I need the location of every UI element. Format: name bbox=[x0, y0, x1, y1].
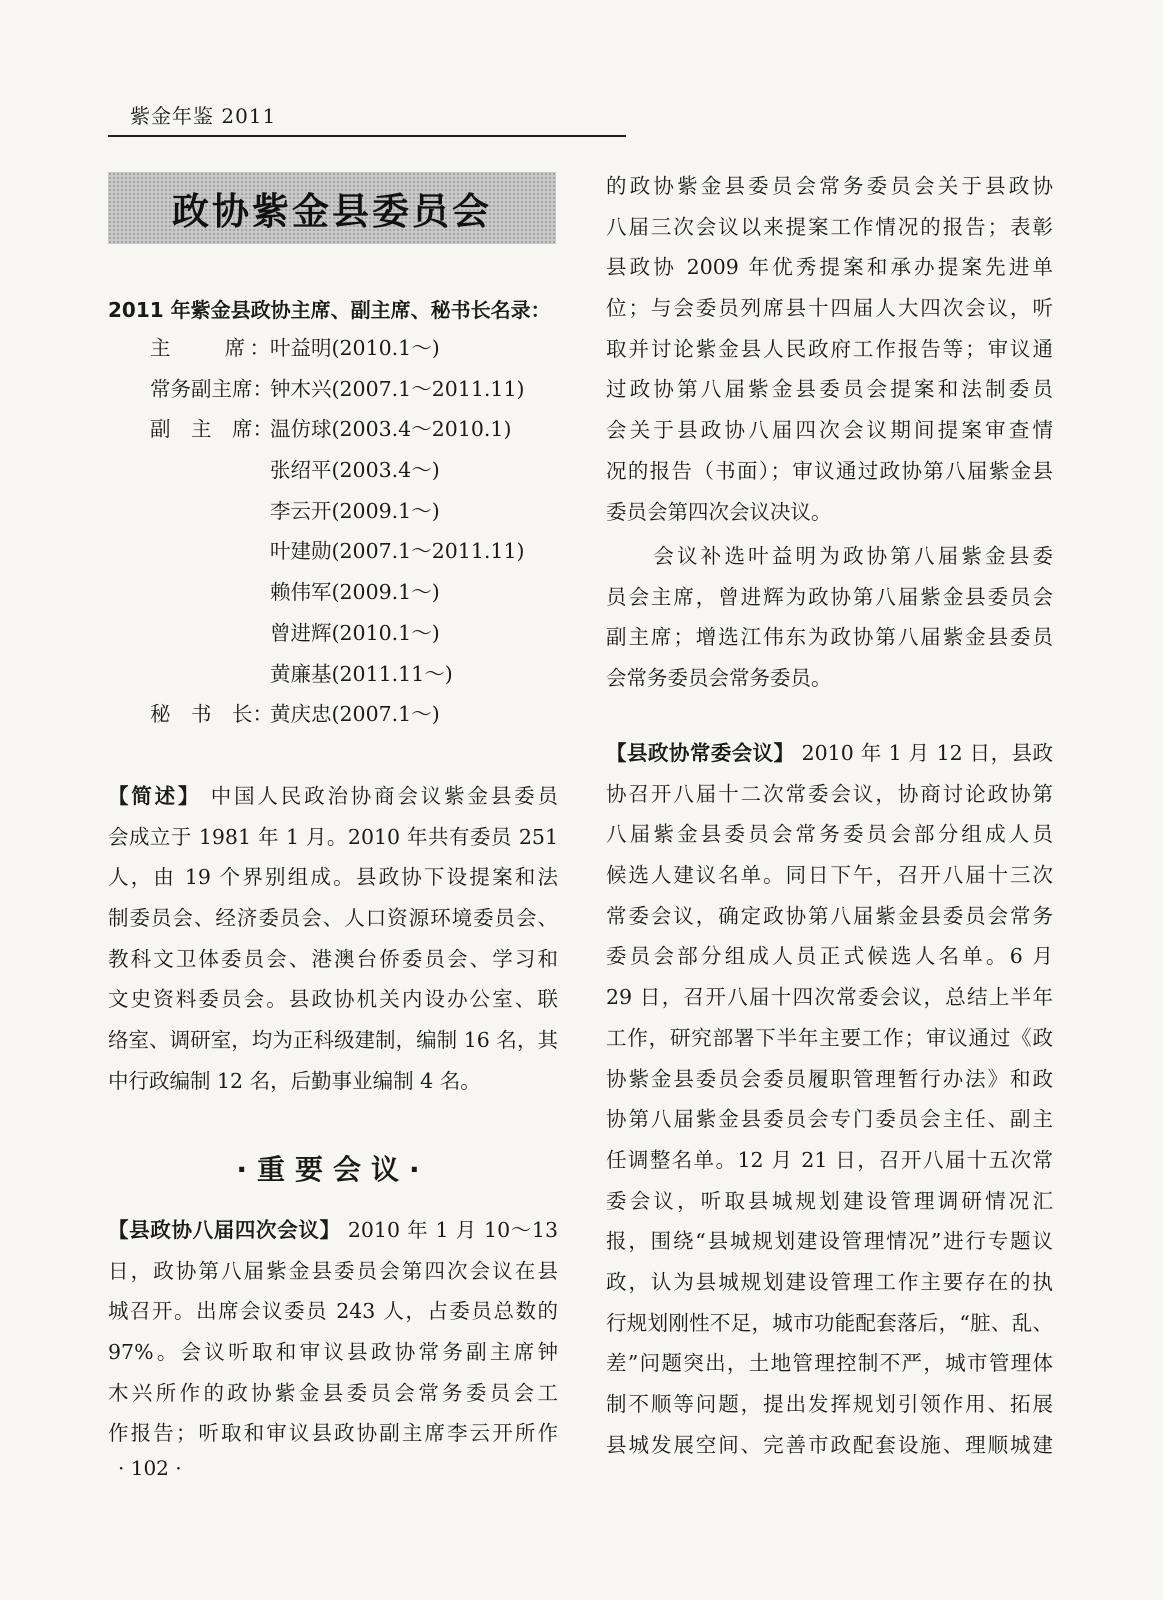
roster-row bbox=[150, 409, 525, 450]
meeting2-line: 委员会部分组成人员正式候选人名单。6 月 bbox=[606, 944, 1053, 969]
roster-value: 李云开(2009.1～) bbox=[270, 498, 440, 523]
meeting1-head: 【县政协八届四次会议】 bbox=[108, 1218, 341, 1242]
right-para-2 bbox=[606, 536, 1053, 699]
roster-label: 常务副主席： bbox=[150, 376, 273, 401]
meeting2-line: 协召开八届十二次常委会议，协商讨论政协第 bbox=[606, 781, 1053, 806]
roster-row bbox=[150, 613, 525, 654]
roster-label: 副 主 席： bbox=[150, 417, 273, 442]
summary-line: 会成立于 1981 年 1 月。2010 年共有委员 251 bbox=[108, 824, 558, 849]
meeting2-line: 【县政协常委会议】 2010 年 1 月 12 日，县政 bbox=[606, 741, 1053, 765]
roster-label: 秘 书 长： bbox=[150, 702, 273, 727]
roster-value: 温仿球(2003.4～2010.1) bbox=[270, 417, 512, 442]
roster-label bbox=[150, 654, 270, 695]
right-para-1-line: 况的报告（书面）；审议通过政协第八届紫金县 bbox=[606, 458, 1053, 483]
meeting2-line: 协第八届紫金县委员会专门委员会主任、副主 bbox=[606, 1107, 1053, 1132]
right-para-1 bbox=[606, 166, 1053, 532]
roster-row bbox=[150, 328, 525, 369]
right-para-2-line: 会议补选叶益明为政协第八届紫金县委 bbox=[606, 544, 1053, 568]
right-para-1-line: 会关于县政协八届四次会议期间提案审查情 bbox=[606, 418, 1053, 443]
roster-heading: 2011 年紫金县政协主席、副主席、秘书长名录： bbox=[108, 298, 551, 322]
meeting1-line: 97%。会议听取和审议县政协常务副主席钟 bbox=[108, 1340, 558, 1365]
meeting2-line: 任调整名单。12 月 21 日，召开八届十五次常 bbox=[606, 1147, 1053, 1172]
roster-row bbox=[150, 654, 525, 695]
page-number: · 102 · bbox=[118, 1456, 182, 1480]
right-para-1-line: 取并讨论紫金县人民政府工作报告等；审议通 bbox=[606, 336, 1053, 361]
summary-head: 【简述】 bbox=[108, 784, 202, 808]
roster-value: 叶建勋(2007.1～2011.11) bbox=[270, 539, 525, 564]
roster-label bbox=[150, 531, 270, 572]
meeting2-line: 委会议，听取县城规划建设管理调研情况汇 bbox=[606, 1188, 1053, 1213]
roster-label bbox=[150, 491, 270, 532]
meeting2-line: 29 日，召开八届十四次常委会议，总结上半年 bbox=[606, 985, 1053, 1010]
meeting1-line: 【县政协八届四次会议】 2010 年 1 月 10～13 bbox=[108, 1218, 559, 1242]
right-para-1-line: 八届三次会议以来提案工作情况的报告；表彰 bbox=[606, 214, 1053, 239]
roster-label bbox=[150, 613, 270, 654]
right-para-1-line: 委员会第四次会议决议。 bbox=[606, 499, 832, 524]
meeting2-line: 候选人建议名单。同日下午，召开八届十三次 bbox=[606, 863, 1053, 888]
roster-row bbox=[150, 450, 525, 491]
meeting1-line: 城召开。出席会议委员 243 人，占委员总数的 bbox=[108, 1299, 558, 1324]
roster-value: 赖伟军(2009.1～) bbox=[270, 580, 440, 605]
meeting2-line: 协紫金县委员会委员履职管理暂行办法》和政 bbox=[606, 1066, 1053, 1091]
roster-row bbox=[150, 572, 525, 613]
summary-line: 【简述】 中国人民政治协商会议紫金县委员 bbox=[108, 784, 559, 808]
summary-line: 制委员会、经济委员会、人口资源环境委员会、 bbox=[108, 906, 558, 931]
right-para-2-line: 员会主席，曾进辉为政协第八届紫金县委员会 bbox=[606, 584, 1053, 609]
right-para-2-line: 会常务委员会常务委员。 bbox=[606, 666, 832, 691]
section-title: ·重要会议· bbox=[236, 1153, 430, 1186]
roster-row bbox=[150, 491, 525, 532]
summary-line: 络室、调研室，均为正科级建制，编制 16 名，其 bbox=[108, 1028, 558, 1053]
running-header: 紫金年鉴 2011 bbox=[130, 104, 277, 128]
meeting2-head: 【县政协常委会议】 bbox=[606, 741, 795, 765]
roster-label bbox=[150, 572, 270, 613]
meeting1-line: 作报告；听取和审议县政协副主席李云开所作 bbox=[108, 1421, 558, 1446]
meeting2-paragraph bbox=[606, 733, 1053, 1465]
meeting2-line: 工作，研究部署下半年主要工作；审议通过《政 bbox=[606, 1025, 1053, 1050]
roster-value: 曾进辉(2010.1～) bbox=[270, 620, 440, 645]
meeting2-line: 行规划刚性不足，城市功能配套落后，“脏、乱、 bbox=[606, 1310, 1053, 1335]
roster-row bbox=[150, 531, 525, 572]
right-para-2-line: 副主席；增选江伟东为政协第八届紫金县委员 bbox=[606, 625, 1053, 650]
page-title: 政协紫金县委员会 bbox=[172, 190, 492, 233]
roster-row bbox=[150, 369, 525, 410]
summary-line: 文史资料委员会。县政协机关内设办公室、联 bbox=[108, 987, 558, 1012]
meeting1-line: 木兴所作的政协紫金县委员会常务委员会工 bbox=[108, 1380, 558, 1405]
summary-line: 教科文卫体委员会、港澳台侨委员会、学习和 bbox=[108, 946, 558, 971]
meeting2-line: 八届紫金县委员会常务委员会部分组成人员 bbox=[606, 822, 1053, 847]
roster-value: 叶益明(2010.1～) bbox=[270, 336, 440, 360]
summary-paragraph bbox=[108, 776, 558, 1102]
roster-value: 黄廉基(2011.11～) bbox=[270, 661, 453, 686]
roster-label bbox=[150, 450, 270, 491]
meeting2-line: 报，围绕“县城规划建设管理情况”进行专题议 bbox=[606, 1229, 1053, 1254]
meeting2-line: 政，认为县城规划建设管理工作主要存在的执 bbox=[606, 1269, 1053, 1294]
summary-line: 人，由 19 个界别组成。县政协下设提案和法 bbox=[108, 865, 558, 890]
roster-row bbox=[150, 694, 525, 735]
summary-line: 中行政编制 12 名，后勤事业编制 4 名。 bbox=[108, 1068, 481, 1093]
title-banner bbox=[108, 172, 556, 244]
roster-value: 张绍平(2003.4～) bbox=[270, 458, 440, 483]
header-rule bbox=[108, 135, 626, 137]
meeting2-line: 常委会议，确定政协第八届紫金县委员会常务 bbox=[606, 903, 1053, 928]
roster-value: 钟木兴(2007.1～2011.11) bbox=[270, 376, 525, 401]
right-para-1-line: 的政协紫金县委员会常务委员会关于县政协 bbox=[606, 174, 1053, 198]
right-para-1-line: 过政协第八届紫金县委员会提案和法制委员 bbox=[606, 377, 1053, 402]
right-para-1-line: 县政协 2009 年优秀提案和承办提案先进单 bbox=[606, 255, 1053, 280]
meeting2-line: 差”问题突出，土地管理控制不严，城市管理体 bbox=[606, 1351, 1053, 1376]
roster-label: 主 席： bbox=[150, 336, 270, 360]
meeting1-paragraph bbox=[108, 1210, 558, 1454]
meeting2-line: 制不顺等问题，提出发挥规划引领作用、拓展 bbox=[606, 1392, 1053, 1416]
meeting1-line: 日，政协第八届紫金县委员会第四次会议在县 bbox=[108, 1258, 558, 1283]
roster-list bbox=[150, 328, 525, 735]
meeting2-line: 县城发展空间、完善市政配套设施、理顺城建 bbox=[606, 1432, 1053, 1457]
roster-value: 黄庆忠(2007.1～) bbox=[270, 702, 440, 727]
right-para-1-line: 位；与会委员列席县十四届人大四次会议，听 bbox=[606, 296, 1053, 321]
